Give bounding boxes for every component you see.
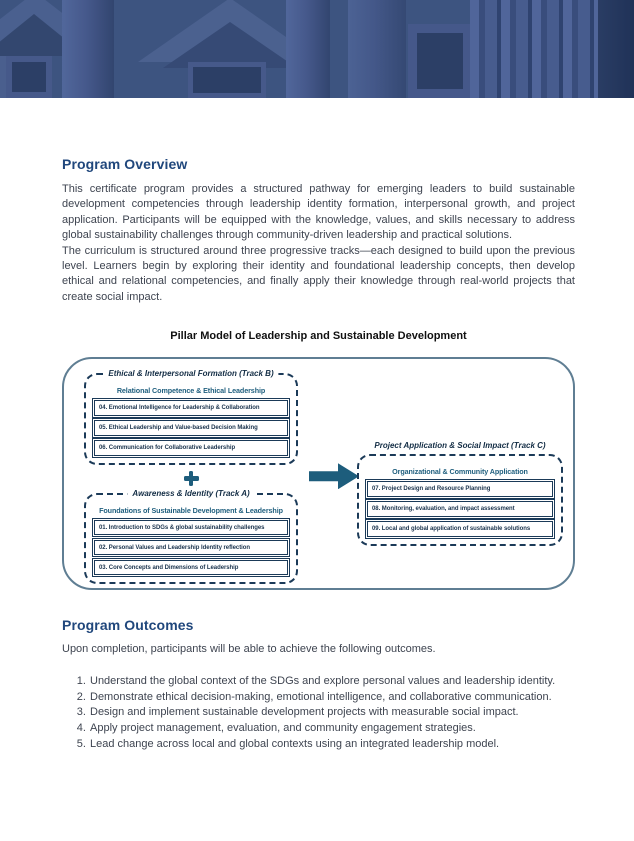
outcome-item: 4. Apply project management, evaluation, and community engagement strategies. [89,721,575,737]
outcome-item: 3. Design and implement sustainable development projects with measurable social impact. [89,705,575,721]
diagram-left-column [84,369,298,584]
header-pilaster-shape [286,0,330,98]
header-window-shape [6,56,52,98]
overview-paragraph-2: The curriculum is structured around three progressive tracks—each designed to build upon the previous level. Learners begin by exploring their identity and foundational leadership concepts, then develop ethical and relational competencies, and finally apply their knowledge through real-world projects that create social impact. [62,244,575,303]
page-content [0,98,634,752]
outcome-item: 1. Understand the global context of the SDGs and explore personal values and leadership identity. [89,674,575,690]
module-02: 02. Personal Values and Leadership Identity reflection [94,540,288,556]
header-shadow-shape [598,0,634,98]
arrow-right-icon [309,463,359,489]
module-07: 07. Project Design and Resource Planning [367,481,553,497]
overview-paragraph-1: This certificate program provides a structured pathway for emerging leaders to build sustainable development competencies through leadership identity formation, interpersonal growth, and project application. Participants will be equipped with the knowledge, values, and skills necessary to address global sustainability challenges through community-driven leadership and practical solutions. [62,183,575,242]
track-c-subtitle: Organizational & Community Application [392,467,528,477]
module-01: 01. Introduction to SDGs & global sustainability challenges [94,520,288,536]
outcomes-list [62,674,575,752]
track-b-box [84,369,298,465]
track-b-subtitle: Relational Competence & Ethical Leadership [116,386,266,396]
pillar-model-diagram [62,357,575,590]
track-a-box [84,488,298,585]
program-overview-heading: Program Overview [62,156,188,172]
plus-icon [184,471,199,486]
track-a-subtitle: Foundations of Sustainable Development & Leadership [99,505,283,515]
module-06: 06. Communication for Collaborative Leadership [94,440,288,456]
header-doorway-shape [408,24,472,98]
module-03: 03. Core Concepts and Dimensions of Leadership [94,560,288,576]
diagram-right-column [357,441,563,546]
track-a-title: Awareness & Identity (Track A) [127,489,254,499]
track-b-title: Ethical & Interpersonal Formation (Track B) [103,369,278,379]
module-04: 04. Emotional Intelligence for Leadership & Collaboration [94,400,288,416]
program-outcomes-heading: Program Outcomes [62,617,194,634]
track-c-box [357,441,563,546]
header-pilaster-shape [348,0,406,98]
header-pilaster-shape [62,0,114,98]
outcome-item: 5. Lead change across local and global contexts using an integrated leadership model. [89,737,575,753]
track-c-title: Project Application & Social Impact (Track C) [369,441,550,451]
module-08: 08. Monitoring, evaluation, and impact assessment [367,501,553,517]
header-columns-shape [470,0,600,98]
module-05: 05. Ethical Leadership and Value-based Decision Making [94,420,288,436]
outcome-item: 2. Demonstrate ethical decision-making, emotional intelligence, and collaborative communication. [89,690,575,706]
module-09: 09. Local and global application of sustainable solutions [367,521,553,537]
outcomes-intro: Upon completion, participants will be able to achieve the following outcomes. [62,643,436,656]
diagram-title: Pillar Model of Leadership and Sustainable Development [170,330,467,343]
header-building-image [0,0,634,98]
header-window-shape [188,62,266,98]
